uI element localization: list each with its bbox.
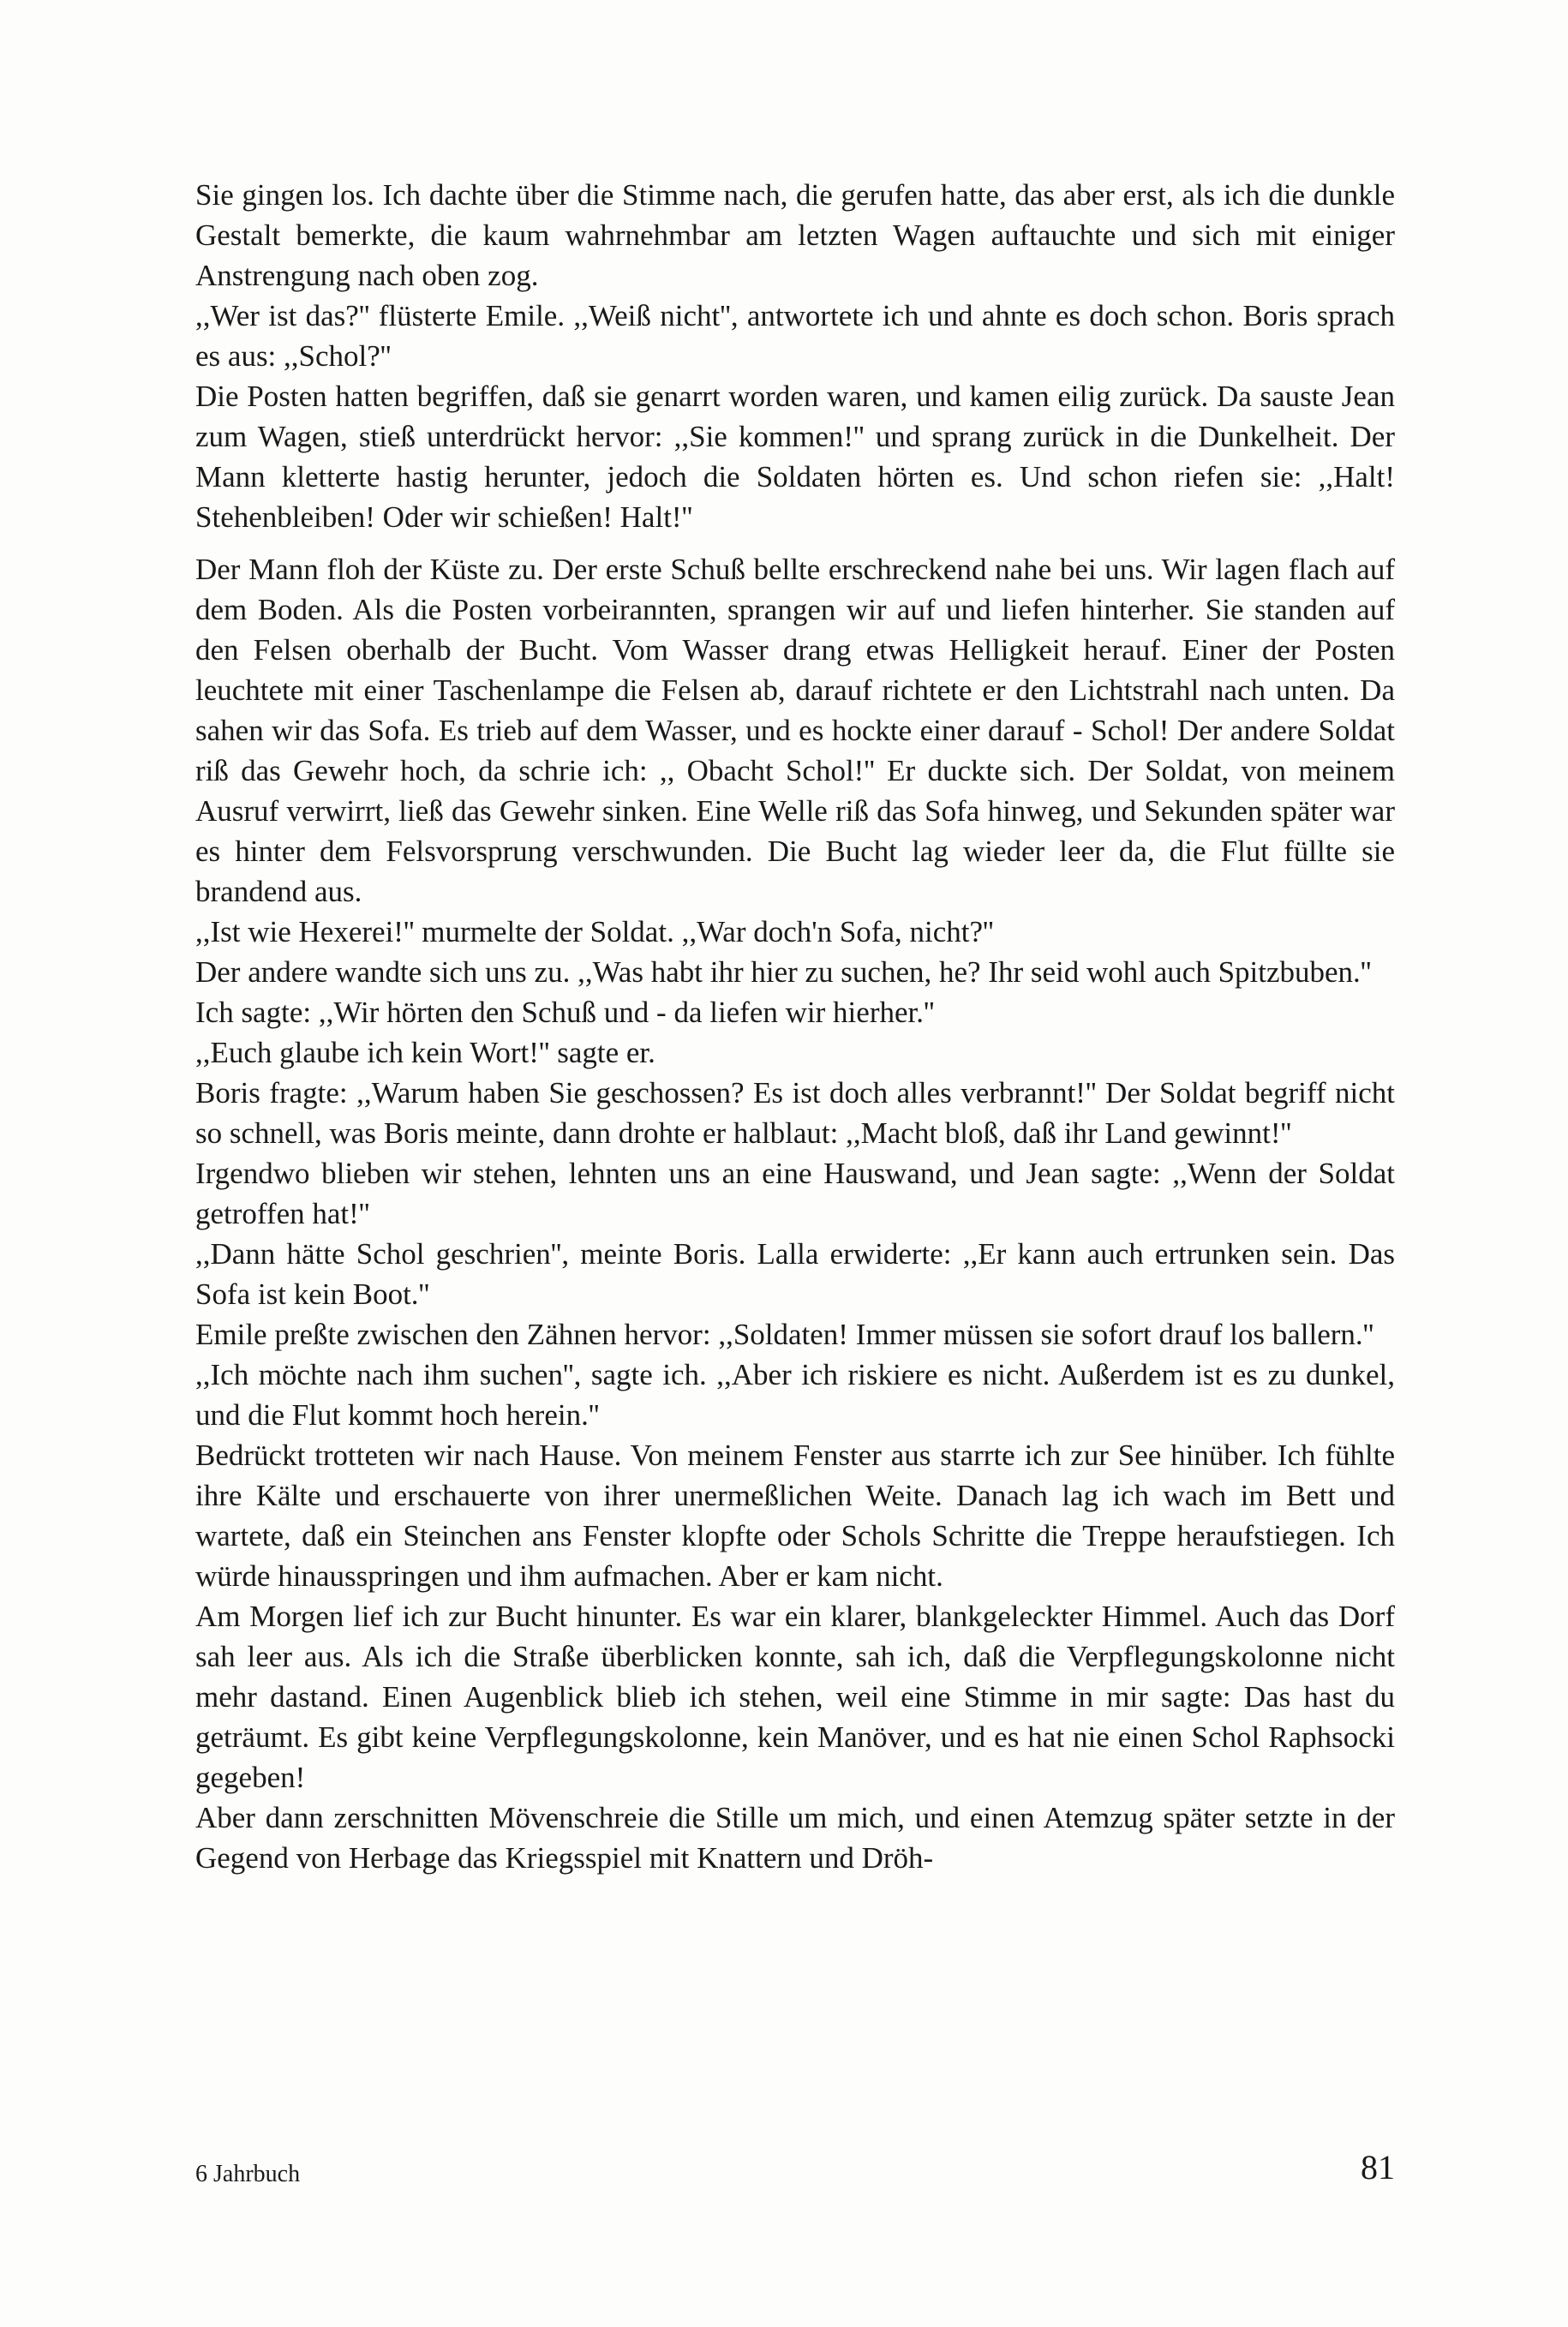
page-number: 81 [1361, 2148, 1395, 2186]
paragraph-13: ,,Ich möchte nach ihm suchen'', sagte ich. ,,Aber ich riskiere es nicht. Außerdem ist es zu dunkel, und die Flut kommt hoch herein.'' [195, 1358, 1395, 1432]
paragraph-16: Aber dann zerschnitten Mövenschreie die Stille um mich, und einen Atemzug später setzte in der Gegend von Herbage das Kriegsspiel mit Knattern und Dröh- [195, 1801, 1395, 1875]
paragraph-12: Emile preßte zwischen den Zähnen hervor: ,,Soldaten! Immer müssen sie sofort drauf los ballern.'' [195, 1318, 1374, 1351]
paragraph-3: Die Posten hatten begriffen, daß sie genarrt worden waren, und kamen eilig zurück. Da sauste Jean zum Wagen, stieß unterdrückt hervor: ,,Sie kommen!'' und sprang zurück in die Dunkelheit. Der Mann kletterte hastig herunter, jedoch die Soldaten hörten es. Und schon riefen sie: ,,Halt! Stehenbleiben! Oder wir schießen! Halt!'' [195, 380, 1395, 534]
paragraph-2: ,,Wer ist das?'' flüsterte Emile. ,,Weiß nicht'', antwortete ich und ahnte es doch schon. Boris sprach es aus: ,,Schol?'' [195, 299, 1395, 373]
paragraph-7: Ich sagte: ,,Wir hörten den Schuß und - da liefen wir hierher.'' [195, 996, 935, 1029]
printer-signature: 6 Jahrbuch [195, 2161, 301, 2187]
paragraph-9: Boris fragte: ,,Warum haben Sie geschossen? Es ist doch alles verbrannt!'' Der Soldat begriff nicht so schnell, was Boris meinte, dann drohte er halblaut: ,,Macht bloß, daß ihr Land gewinnt!'' [195, 1076, 1395, 1150]
paragraph-1: Sie gingen los. Ich dachte über die Stimme nach, die gerufen hatte, das aber erst, als ich die dunkle Gestalt bemerkte, die kaum wahrnehmbar am letzten Wagen auftauchte und sich mit einiger Anstrengung nach oben zog. [195, 178, 1395, 292]
paragraph-14: Bedrückt trotteten wir nach Hause. Von meinem Fenster aus starrte ich zur See hinüber. Ich fühlte ihre Kälte und erschauerte von ihrer unermeßlichen Weite. Danach lag ich wach im Bett und wartete, daß ein Steinchen ans Fenster klopfte oder Schols Schritte die Treppe heraufstiegen. Ich würde hinausspringen und ihm aufmachen. Aber er kam nicht. [195, 1439, 1395, 1593]
paragraph-8: ,,Euch glaube ich kein Wort!'' sagte er. [195, 1036, 655, 1069]
paragraph-6: Der andere wandte sich uns zu. ,,Was habt ihr hier zu suchen, he? Ihr seid wohl auch Spitzbuben.'' [195, 955, 1372, 989]
body-text [195, 175, 1395, 1878]
paragraph-10: Irgendwo blieben wir stehen, lehnten uns an eine Hauswand, und Jean sagte: ,,Wenn der Soldat getroffen hat!'' [195, 1157, 1395, 1230]
paragraph-11: ,,Dann hätte Schol geschrien'', meinte Boris. Lalla erwiderte: ,,Er kann auch ertrunken sein. Das Sofa ist kein Boot.'' [195, 1237, 1395, 1311]
paragraph-15: Am Morgen lief ich zur Bucht hinunter. Es war ein klarer, blankgeleckter Himmel. Auch das Dorf sah leer aus. Als ich die Straße überblicken konnte, sah ich, daß die Verpflegungskolonne nicht mehr dastand. Einen Augenblick blieb ich stehen, weil eine Stimme in mir sagte: Das hast du geträumt. Es gibt keine Verpflegungskolonne, kein Manöver, und es hat nie einen Schol Raphsocki gegeben! [195, 1600, 1395, 1794]
paragraph-4: Der Mann floh der Küste zu. Der erste Schuß bellte erschreckend nahe bei uns. Wir lagen flach auf dem Boden. Als die Posten vorbeirannten, sprangen wir auf und liefen hinterher. Sie standen auf den Felsen oberhalb der Bucht. Vom Wasser drang etwas Helligkeit herauf. Einer der Posten leuchtete mit einer Taschenlampe die Felsen ab, darauf richtete er den Lichtstrahl nach unten. Da sahen wir das Sofa. Es trieb auf dem Wasser, und es hockte einer darauf - Schol! Der andere Soldat riß das Gewehr hoch, da schrie ich: ,, Obacht Schol!'' Er duckte sich. Der Soldat, von meinem Ausruf verwirrt, ließ das Gewehr sinken. Eine Welle riß das Sofa hinweg, und Sekunden später war es hinter dem Felsvorsprung verschwunden. Die Bucht lag wieder leer da, die Flut füllte sie brandend aus. [195, 553, 1395, 908]
paragraph-5: ,,Ist wie Hexerei!'' murmelte der Soldat. ,,War doch'n Sofa, nicht?'' [195, 915, 994, 948]
